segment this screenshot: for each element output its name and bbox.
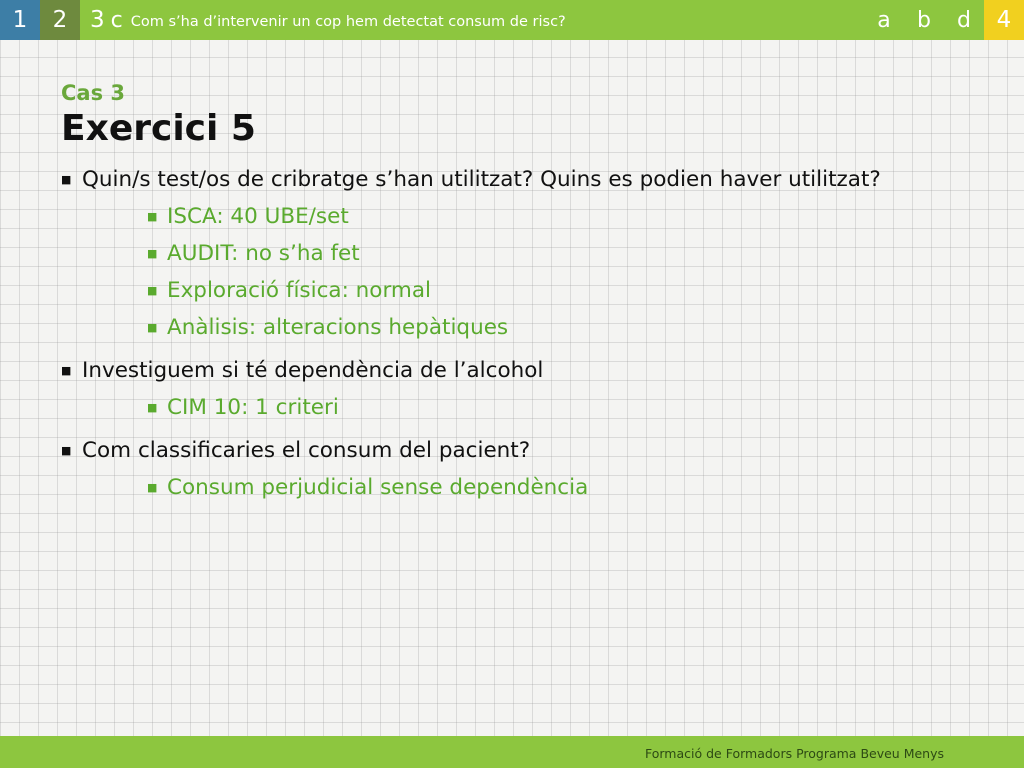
nav-subsection-c[interactable]: c	[110, 7, 123, 33]
chapter-title: Com s’ha d’intervenir un cop hem detectat consum de risc?	[130, 14, 566, 30]
answer-bullet: ■ ISCA: 40 UBE/set	[61, 204, 961, 230]
answer-bullet: ■ AUDIT: no s’ha fet	[61, 241, 961, 267]
nav-spacer	[566, 0, 864, 40]
nav-section-3-current[interactable]: 3	[90, 7, 105, 33]
question-bullet: ■ Com classificaries el consum del pacient?	[61, 438, 882, 464]
bullet-group-2	[61, 358, 961, 421]
answer-bullet: ■ Exploració física: normal	[61, 278, 961, 304]
top-navigation-bar	[0, 0, 1024, 40]
answer-bullet: ■ Consum perjudicial sense dependència	[61, 475, 961, 501]
footer-text: Formació de Formadors Programa Beveu Menys	[645, 745, 944, 761]
slide-title: Exercici 5	[61, 108, 256, 149]
slide-content	[61, 78, 961, 501]
bullet-group-3	[61, 438, 961, 501]
case-label: Cas 3	[61, 81, 126, 105]
nav-section-2[interactable]: 2	[40, 0, 80, 40]
footer-bar	[0, 736, 1024, 768]
bullet-group-1	[61, 167, 961, 341]
answer-bullet: ■ CIM 10: 1 criteri	[61, 395, 961, 421]
answer-bullet: ■ Anàlisis: alteracions hepàtiques	[61, 315, 961, 341]
nav-section-4[interactable]: 4	[984, 0, 1024, 40]
question-bullet: ■ Investiguem si té dependència de l’alcohol	[61, 358, 882, 384]
nav-letter-b[interactable]: b	[917, 7, 931, 33]
nav-letter-d[interactable]: d	[957, 7, 971, 33]
nav-section-1[interactable]: 1	[0, 0, 40, 40]
nav-letter-a[interactable]: a	[877, 7, 891, 33]
question-bullet: ■ Quin/s test/os de cribratge s’han utilitzat? Quins es podien haver utilitzat?	[61, 167, 882, 193]
